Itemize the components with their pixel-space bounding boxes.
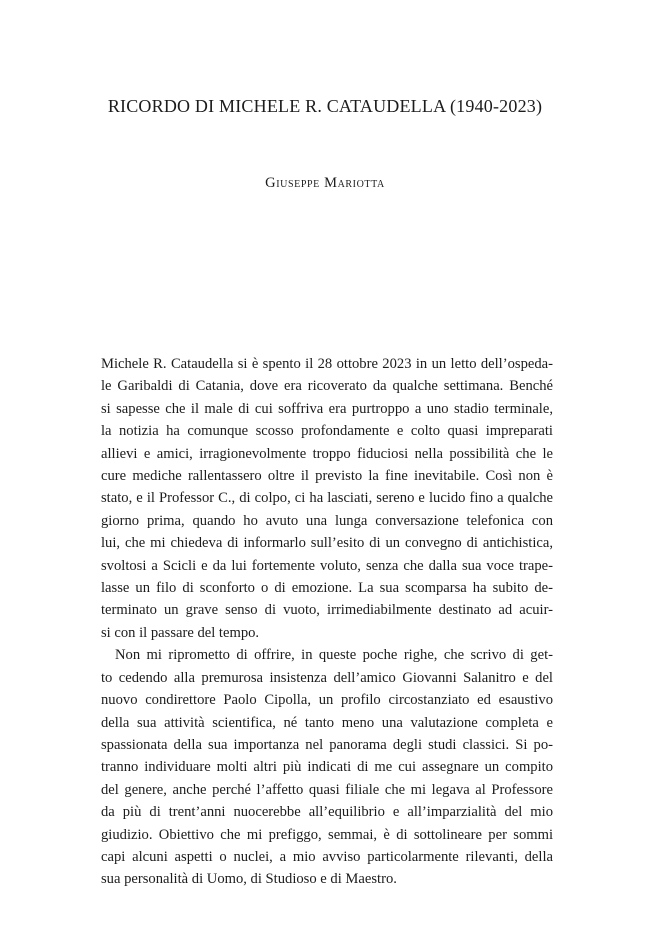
text-line: spassionata della sua importanza nel panorama degli studi classici. Si po- [101, 736, 553, 753]
text-line: della sua attività scientifica, né tanto meno una valutazione completa e [101, 714, 553, 731]
text-line: giudizio. Obiettivo che mi prefiggo, semmai, è di sottolineare per sommi [101, 826, 553, 843]
text-line: da più di trent’anni nuocerebbe all’equilibrio e all’imparzialità del mio [101, 804, 553, 821]
text-line: si sapesse che il male di cui soffriva era purtroppo a uno stadio terminale, [101, 400, 553, 417]
paragraph-1 [101, 353, 553, 644]
text-line: capi alcuni aspetti o nuclei, a mio avviso particolarmente rilevanti, della [101, 848, 553, 865]
text-line: svoltosi a Scicli e da lui fortemente voluto, senza che dalla sua voce trape- [101, 557, 553, 574]
text-line: sua personalità di Uomo, di Studioso e di Maestro. [101, 871, 397, 888]
text-line: lasse un filo di sconforto o di emozione. La sua scomparsa ha subito de- [101, 580, 553, 597]
article-title: RICORDO DI MICHELE R. CATAUDELLA (1940-2023) [107, 96, 543, 116]
text-line: terminato un grave senso di vuoto, irrimediabilmente destinato ad acuir- [101, 602, 553, 619]
article-author: Giuseppe Mariotta [265, 175, 385, 191]
text-line: stato, e il Professor C., di colpo, ci ha lasciati, sereno e lucido fino a qualche [101, 490, 553, 507]
text-line: nuovo condirettore Paolo Cipolla, un profilo circostanziato ed esaustivo [101, 692, 553, 709]
text-line: cure mediche rallentassero oltre il previsto la fine inevitabile. Così non è [101, 468, 553, 485]
text-line: le Garibaldi di Catania, dove era ricoverato da qualche settimana. Benché [101, 378, 553, 395]
text-line: allievi e amici, irragionevolmente troppo fiduciosi nella possibilità che le [101, 445, 553, 462]
text-line: Michele R. Cataudella si è spento il 28 ottobre 2023 in un letto dell’ospeda- [101, 356, 553, 372]
text-line: Non mi riprometto di offrire, in queste poche righe, che scrivo di get- [115, 647, 553, 664]
text-line: si con il passare del tempo. [101, 624, 260, 641]
text-line: del genere, anche perché l’affetto quasi filiale che mi legava al Professore [101, 781, 553, 798]
article-body [101, 353, 553, 891]
paragraph-2 [101, 644, 553, 890]
text-line: tranno individuare molti altri più indicati di me cui assegnare un compito [101, 759, 553, 776]
text-line: lui, che mi chiedeva di informarlo sull’esito di un convegno di antichistica, [101, 535, 553, 552]
text-line: to cedendo alla premurosa insistenza dell’amico Giovanni Salanitro e del [101, 669, 553, 686]
text-line: la notizia ha comunque scosso profondamente e colto quasi impreparati [101, 423, 553, 440]
text-line: giorno prima, quando ho avuto una lunga conversazione telefonica con [101, 512, 553, 529]
